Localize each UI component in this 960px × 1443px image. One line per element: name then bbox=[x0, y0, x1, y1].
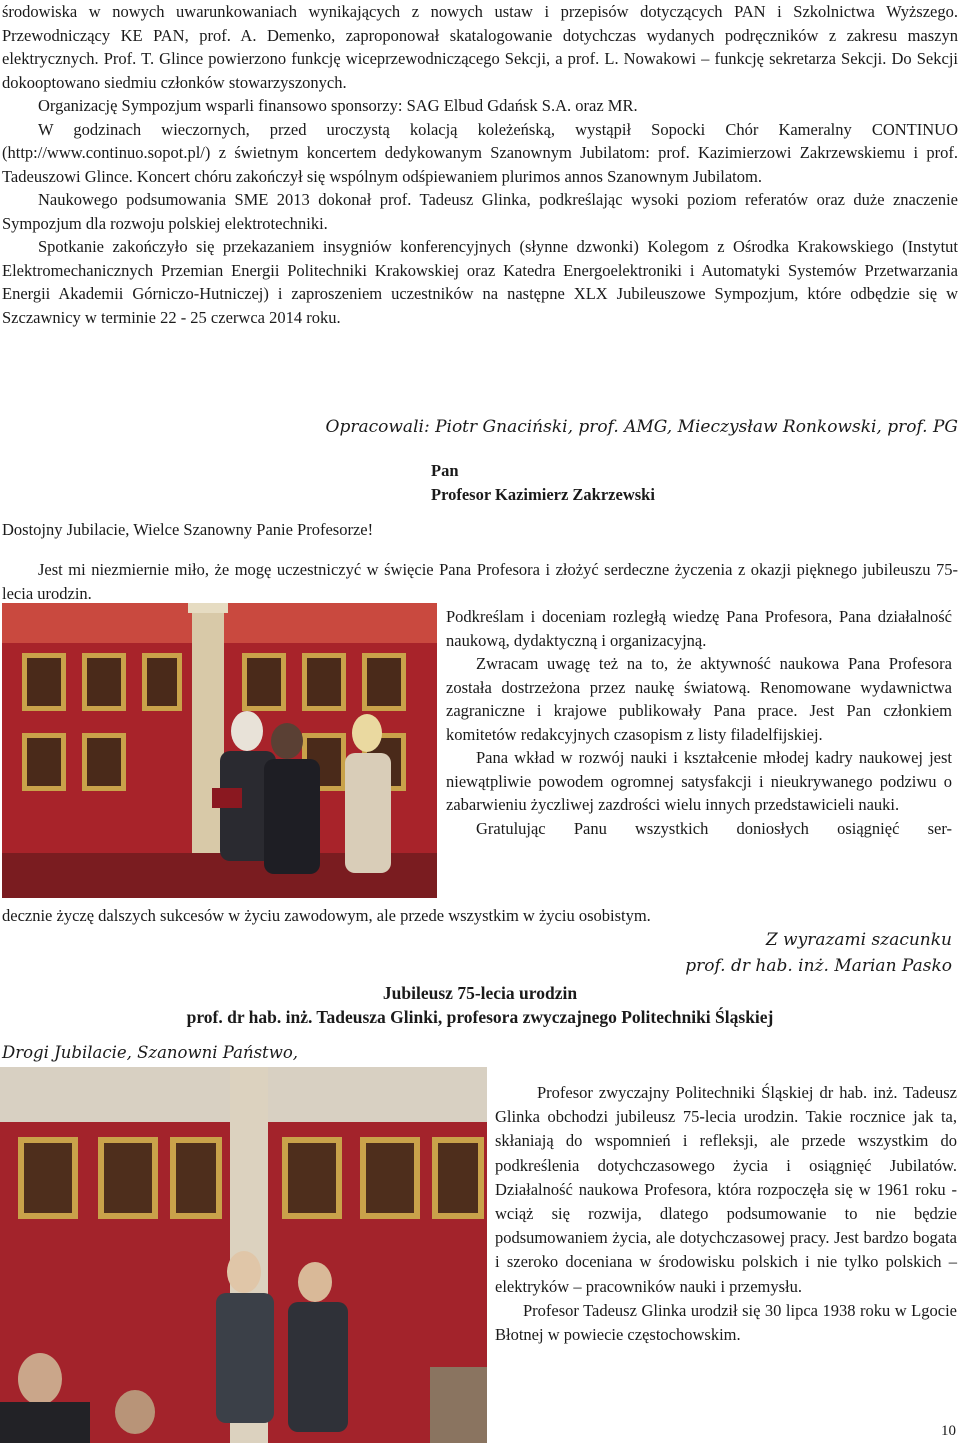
intro-section bbox=[2, 0, 958, 329]
letter1-paragraph: Gratulując Panu wszystkich doniosłych osiągnięć ser- bbox=[476, 818, 952, 838]
addressee-line-2: Profesor Kazimierz Zakrzewski bbox=[431, 485, 655, 504]
letter1-paragraph-continued: decznie życzę dalszych sukcesów w życiu zawodowym, ale przede wszystkim w życiu osobistym. bbox=[2, 906, 651, 925]
page-number: 10 bbox=[941, 1423, 956, 1439]
intro-paragraph: Organizację Sympozjum wsparli finansowo sponsorzy: SAG Elbud Gdańsk S.A. oraz MR. bbox=[38, 96, 638, 115]
section2-paragraph: Profesor Tadeusz Glinka urodził się 30 lipca 1938 roku w Lgocie Błotnej w powiecie częstochowskim. bbox=[495, 1300, 957, 1345]
intro-signature: Opracowali: Piotr Gnaciński, prof. AMG, Mieczysław Ronkowski, prof. PG bbox=[325, 417, 958, 437]
section2-right-column bbox=[495, 1081, 957, 1347]
letter1-right-column bbox=[446, 605, 952, 840]
intro-paragraph: Naukowego podsumowania SME 2013 dokonał prof. Tadeusz Glinka, podkreślając wysoki poziom referatów oraz duże znaczenie Sympozjum dla rozwoju polskiej elektrotechniki. bbox=[2, 190, 958, 233]
intro-paragraph: środowiska w nowych uwarunkowaniach wynikających z nowych ustaw i przepisów dotyczących PAN i Szkolnictwa Wyższego. Przewodniczący KE PAN, prof. A. Demenko, zaproponował skatalogowanie dotychczas wydanych podręczników z zakresu maszyn elektrycznych. Prof. T. Glince powierzono funkcję wiceprzewodniczącego Sekcji, a prof. L. Nowakowi – funkcję sekretarza Sekcji. Do Sekcji dokooptowano siedmiu członków stowarzyszonych. bbox=[2, 2, 958, 92]
ceremony-photo-2 bbox=[0, 1067, 487, 1443]
section2-title: Jubileusz 75-lecia urodzin bbox=[382, 983, 578, 1003]
section2-salutation: Drogi Jubilacie, Szanowni Państwo, bbox=[2, 1043, 298, 1062]
letter1-signature: prof. dr hab. inż. Marian Pasko bbox=[685, 956, 952, 976]
section2-subtitle: prof. dr hab. inż. Tadeusza Glinki, profesora zwyczajnego Politechniki Śląskiej bbox=[186, 1007, 774, 1027]
ceremony-photo-1 bbox=[2, 603, 437, 898]
addressee-line-1: Pan bbox=[431, 461, 459, 480]
letter1-closing: Z wyrazami szacunku bbox=[765, 930, 952, 950]
intro-paragraph: Spotkanie zakończyło się przekazaniem insygniów konferencyjnych (słynne dzwonki) Kolegom z Ośrodka Krakowskiego (Instytut Elektromechanicznych Przemian Energii Politechniki Krakowskiej oraz Katedra Energoelektroniki i Automatyki Systemów Przetwarzania Energii Akademii Górniczo-Hutniczej) i zaproszeniem uczestników na następne XLX Jubileuszowe Sympozjum, które odbędzie się w Szczawnicy w terminie 22 - 25 czerwca 2014 roku. bbox=[2, 237, 958, 327]
intro-paragraph: W godzinach wieczornych, przed uroczystą kolacją koleżeńską, wystąpił Sopocki Chór Kameralny CONTINUO (http://www.continuo.sopot.pl/) z świetnym koncertem dedykowanym Szanownym Jubilatom: prof. Kazimierzowi Zakrzewskiemu i prof. Tadeuszowi Glince. Koncert chóru zakończył się wspólnym odśpiewaniem plurimos annos Szanownym Jubilatom. bbox=[2, 119, 958, 186]
letter1-opening: Jest mi niezmiernie miło, że mogę uczestniczyć w święcie Pana Profesora i złożyć serdeczne życzenia z okazji pięknego jubileuszu 75-lecia urodzin. bbox=[2, 560, 958, 603]
letter1-paragraph: Podkreślam i doceniam rozległą wiedzę Pana Profesora, Pana działalność naukową, dydaktyczną i organizacyjną. bbox=[446, 607, 952, 650]
letter1-salutation: Dostojny Jubilacie, Wielce Szanowny Panie Profesorze! bbox=[2, 520, 374, 539]
letter1-paragraph: Zwracam uwagę też na to, że aktywność naukowa Pana Profesora została dostrzeżona przez naukę światową. Renomowane wydawnictwa zagraniczne i krajowe publikowały Pana prace. Jest Pan członkiem komitetów redakcyjnych czasopism z listy filadelfijskiej. bbox=[446, 654, 952, 744]
section2-paragraph: Profesor zwyczajny Politechniki Śląskiej dr hab. inż. Tadeusz Glinka obchodzi jubileusz 75-lecia urodzin. Takie rocznice jak ta, skłaniają do wspomnień i refleksji, ale przede wszystkim do podkreślenia dotychczasowego życia i osiągnięć Jubilatów. Działalność naukowa Profesora, która rozpoczęła się w 1961 roku - wciąż się rozwija, dlatego podsumowanie to nie będzie podsumowaniem życia, ale dotychczasowej pracy. Jest bardzo bogata i szeroko doceniana w środowisku polskich i nie tylko polskich – elektryków – pracowników nauki i przemysłu. bbox=[495, 1083, 957, 1296]
letter1-paragraph: Pana wkład w rozwój nauki i kształcenie młodej kadry naukowej jest niewątpliwie powodem ogromnej satysfakcji i nieukrywanego podziwu o zabarwieniu życzliwej zazdrości wielu innych przedstawicieli nauki. bbox=[446, 748, 952, 814]
